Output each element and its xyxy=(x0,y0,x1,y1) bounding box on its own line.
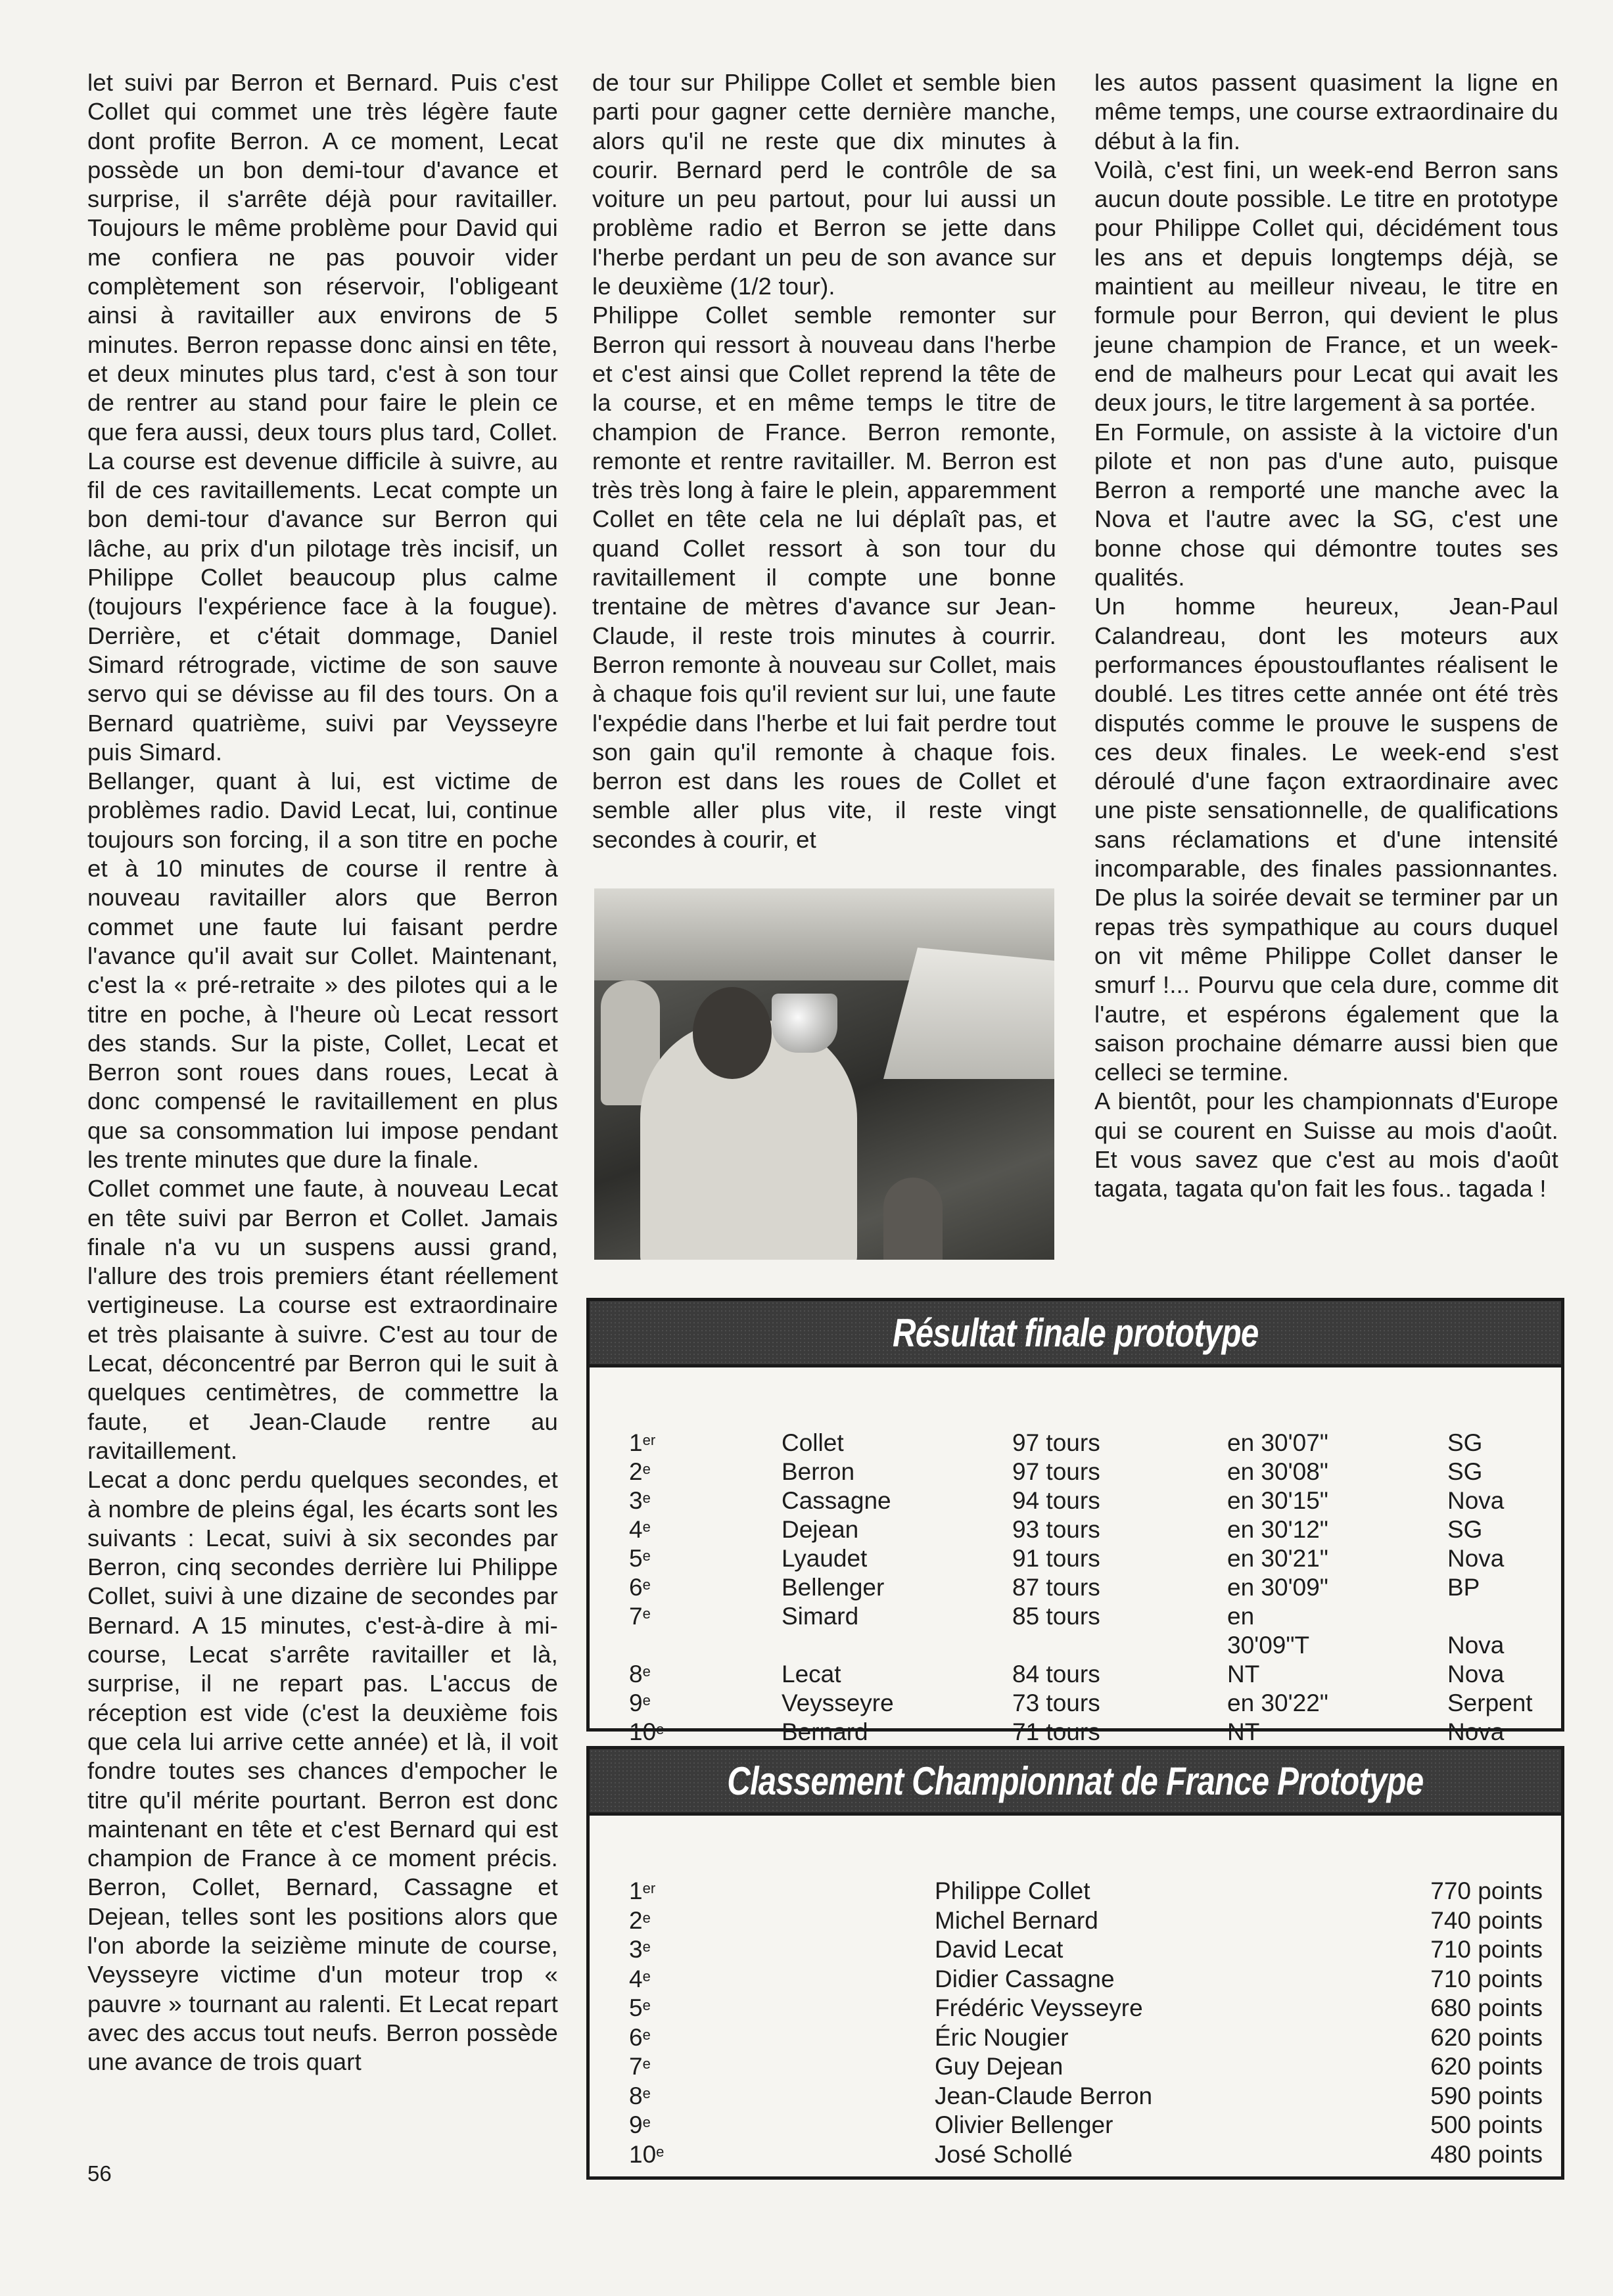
car-make: Nova xyxy=(1447,1487,1505,1514)
table-row xyxy=(590,2111,1561,2140)
rank-number: 9 xyxy=(629,1689,643,1716)
rank xyxy=(629,1660,651,1689)
table-row xyxy=(590,1935,1561,1964)
rank-suffix: e xyxy=(642,1692,651,1709)
rank xyxy=(629,2023,651,2052)
paragraph: Bellanger, quant à lui, est victime de problèmes radio. David Lecat, lui, continue toujours son forcing, il a son titre en poche et à 10 minutes de course il rentre à nouveau ravitailler alors que Berron commet une faute lui faisant perdre l'avance qu'il avait sur Collet. Maintenant, c'est la « pré-retraite » des pilotes qui a le titre en poche, à l'heure où Lecat ressort des stands. Sur la piste, Collet, Lecat et Berron sont roues dans roues, Lecat à donc compensé le ravitaillement en plus que sa consommation lui impose pendant les trente minutes que dure la finale. xyxy=(87,768,558,1173)
driver-name: Bernard xyxy=(782,1718,868,1745)
rank-suffix: e xyxy=(642,2114,651,2130)
lap-count: 93 tours xyxy=(1012,1516,1100,1543)
driver-name: Cassagne xyxy=(782,1487,891,1514)
rank-number: 4 xyxy=(629,1516,643,1543)
driver-name: Simard xyxy=(782,1603,859,1630)
paragraph: Philippe Collet semble remonter sur Berron qui ressort à nouveau dans l'herbe et c'est ainsi que Collet reprend la tête de la course, et en même temps le titre de champion de France. Berron remonte, remonte et rentre ravitailler. M. Berron est très très long à faire le plein, apparemment Collet en tête cela ne lui déplaît pas, et quand Collet ressort à son tour du ravitaillement il compte une bonne trentaine de mètres d'avance sur Jean-Claude, il reste trois minutes à courrir. Berron remonte à nouveau sur Collet, mais à chaque fois qu'il revient sur lui, une faute l'expédie dans l'herbe et lui fait perdre tout son gain qu'il remonte à chaque fois. berron est dans les roues de Collet et semble aller plus vite, il reste vingt secondes à courir, et xyxy=(592,302,1056,853)
race-time: en 30'22" xyxy=(1227,1689,1328,1716)
table-row xyxy=(590,1602,1561,1659)
car-make: Nova xyxy=(1447,1632,1505,1659)
lap-count: 84 tours xyxy=(1012,1661,1100,1688)
car-make: Nova xyxy=(1447,1545,1505,1572)
rank-suffix: e xyxy=(656,1721,665,1737)
page-number: 56 xyxy=(87,2161,112,2186)
rank xyxy=(629,1602,651,1631)
table-row xyxy=(590,2140,1561,2169)
rank xyxy=(629,2052,651,2081)
rank-number: 5 xyxy=(629,1994,643,2021)
final-results-title: Résultat finale prototype xyxy=(892,1310,1259,1355)
race-time: en 30'12" xyxy=(1227,1516,1328,1543)
table-row xyxy=(590,1660,1561,1689)
article-column-1 xyxy=(87,68,558,2077)
paragraph: En Formule, on assiste à la victoire d'un pilote et non pas d'une auto, puisque Berron a remporté une manche avec la Nova et l'autre avec la SG, c'est une bonne chose qui démontre toutes ses qualités. xyxy=(1094,418,1558,591)
paragraph: les autos passent quasiment la ligne en même temps, une course extraordinaire du début à la fin. xyxy=(1094,69,1558,154)
driver-name: José Schollé xyxy=(935,2140,1073,2168)
table-row xyxy=(590,1544,1561,1573)
driver-name: Bellenger xyxy=(782,1574,885,1601)
paragraph: de tour sur Philippe Collet et semble bien parti pour gagner cette dernière manche, alors qu'il ne reste que dix minutes à courir. Bernard perd le contrôle de sa voiture un peu partout, pour lui aussi un problème radio et Berron se jette dans l'herbe perdant un peu de son avance sur le deuxième (1/2 tour). xyxy=(592,69,1056,300)
driver-name: Olivier Bellenger xyxy=(935,2111,1113,2138)
rank-suffix: e xyxy=(642,2084,651,2101)
driver-name: Jean-Claude Berron xyxy=(935,2082,1153,2109)
rank-number: 10 xyxy=(629,2140,657,2168)
rank-number: 6 xyxy=(629,2023,643,2051)
car-make: Serpent xyxy=(1447,1689,1533,1716)
race-time: en 30'09" xyxy=(1227,1574,1328,1601)
rank-suffix: e xyxy=(642,2026,651,2043)
rank-number: 3 xyxy=(629,1936,643,1963)
rank-suffix: e xyxy=(642,1548,651,1564)
rank xyxy=(629,1486,651,1515)
rank-suffix: e xyxy=(642,1997,651,2013)
driver-name: Veysseyre xyxy=(782,1689,894,1716)
rank-number: 8 xyxy=(629,1661,643,1688)
rank-number: 4 xyxy=(629,1965,643,1992)
paragraph: Un homme heureux, Jean-Paul Calandreau, dont les moteurs aux performances époustouflantes réalisent le doublé. Les titres cette année ont été très disputés comme le prouve le suspens de ces deux finales. Le week-end s'est déroulé d'une façon extraordinaire avec une piste sensationnelle, de qualifications sans réclamations et d'une intensité incomparable, des finales passionnantes. De plus la soirée devait se terminer par un repas très sympathique au cours duquel on vit même Philippe Collet danser le smurf !... Pourvu que cela dure, comme dit l'autre, et espérons également que la saison prochaine démarre aussi bien que celleci se termine. xyxy=(1094,593,1558,1086)
rank xyxy=(629,1935,651,1964)
points-total: 740 points xyxy=(1430,1906,1543,1934)
table-row xyxy=(590,1458,1561,1486)
article-column-3 xyxy=(1094,68,1558,1204)
driver-name: David Lecat xyxy=(935,1936,1064,1963)
car-make: BP xyxy=(1447,1574,1480,1601)
rank-suffix: e xyxy=(642,1519,651,1535)
rank-number: 1 xyxy=(629,1877,643,1904)
rank xyxy=(629,1429,655,1458)
points-total: 620 points xyxy=(1430,2023,1543,2051)
championship-standings-header xyxy=(590,1749,1561,1816)
rank xyxy=(629,1573,651,1602)
driver-name: Michel Bernard xyxy=(935,1906,1098,1934)
paragraph: Lecat a donc perdu quelques secondes, et à nombre de pleins égal, les écarts sont les suivants : Lecat, suivi à six secondes par Berron, cinq secondes derrière lui Philippe Collet, suivi à une dizaine de secondes par Bernard. A 15 minutes, c'est-à-dire à mi-course, Lecat s'arrête ravitailler et là, surprise, il ne repart pas. L'accus de réception est vide (c'est la deuxième fois que cela lui arrive cette année) et là, il voit fondre toutes ses chances d'empocher le titre qu'il mérite pourtant. Berron est donc maintenant en tête et c'est Bernard qui est champion de France à ce moment précis. Berron, Collet, Bernard, Cassagne et Dejean, telles sont les positions alors que l'on aborde la seizième minute de course, Veysseyre victime d'un moteur trop « pauvre » tournant au ralenti. Et Lecat repart avec des accus tout neufs. Berron possède une avance de trois quart xyxy=(87,1466,558,2076)
rank xyxy=(629,1906,651,1935)
driver-name: Didier Cassagne xyxy=(935,1965,1115,1992)
car-make: Nova xyxy=(1447,1661,1505,1688)
final-results-table xyxy=(586,1298,1564,1745)
table-row xyxy=(590,1877,1561,1906)
points-total: 590 points xyxy=(1430,2082,1543,2109)
photo-child xyxy=(883,1178,943,1260)
lap-count: 85 tours xyxy=(1012,1603,1100,1630)
rank-suffix: e xyxy=(642,1663,651,1680)
rank xyxy=(629,2140,664,2169)
lap-count: 97 tours xyxy=(1012,1458,1100,1485)
table-row xyxy=(590,1689,1561,1718)
table-row xyxy=(590,2023,1561,2052)
rank-number: 10 xyxy=(629,1718,657,1745)
table-row xyxy=(590,1515,1561,1544)
rank-number: 3 xyxy=(629,1487,643,1514)
rank-suffix: e xyxy=(642,1967,651,1985)
rank-number: 5 xyxy=(629,1545,643,1572)
rank-suffix: er xyxy=(642,1880,656,1896)
driver-name: Collet xyxy=(782,1429,844,1456)
rank-suffix: e xyxy=(642,1490,651,1506)
points-total: 680 points xyxy=(1430,1994,1543,2021)
race-time: en 30'21" xyxy=(1227,1545,1328,1572)
rank xyxy=(629,2082,651,2111)
race-time: NT xyxy=(1227,1661,1260,1688)
table-row xyxy=(590,1718,1561,1747)
rank xyxy=(629,1965,651,1994)
photo-trophy-cup xyxy=(772,994,837,1053)
lap-count: 87 tours xyxy=(1012,1574,1100,1601)
race-time: en 30'07" xyxy=(1227,1429,1328,1456)
rank xyxy=(629,1994,651,2023)
driver-name: Berron xyxy=(782,1458,855,1485)
race-time: en 30'08" xyxy=(1227,1458,1328,1485)
race-photo xyxy=(594,888,1054,1260)
race-time: NT xyxy=(1227,1718,1260,1745)
rank-number: 9 xyxy=(629,2111,643,2138)
table-row xyxy=(590,2052,1561,2081)
photo-man-head xyxy=(693,987,772,1079)
table-row xyxy=(590,1994,1561,2023)
rank-number: 7 xyxy=(629,1603,643,1630)
lap-count: 97 tours xyxy=(1012,1429,1100,1456)
driver-name: Frédéric Veysseyre xyxy=(935,1994,1143,2021)
table-row xyxy=(590,1965,1561,1994)
paragraph: A bientôt, pour les championnats d'Europe qui se courent en Suisse au mois d'août. Et vous savez que c'est au mois d'août tagata, tagata qu'on fait les fous.. tagada ! xyxy=(1094,1088,1558,1203)
table-row xyxy=(590,1906,1561,1935)
rank-suffix: e xyxy=(642,1461,651,1477)
points-total: 480 points xyxy=(1430,2140,1543,2168)
rank-suffix: e xyxy=(656,2143,665,2160)
points-total: 710 points xyxy=(1430,1965,1543,1992)
final-results-header xyxy=(590,1301,1561,1367)
race-time: en xyxy=(1227,1603,1255,1630)
rank-number: 2 xyxy=(629,1906,643,1934)
rank xyxy=(629,1689,651,1718)
driver-name: Dejean xyxy=(782,1516,859,1543)
lap-count: 91 tours xyxy=(1012,1545,1100,1572)
table-row xyxy=(590,1429,1561,1458)
rank-number: 7 xyxy=(629,2053,643,2080)
car-make: SG xyxy=(1447,1458,1483,1485)
car-make: SG xyxy=(1447,1516,1483,1543)
rank-number: 6 xyxy=(629,1574,643,1601)
table-row xyxy=(590,2082,1561,2111)
table-row xyxy=(590,1573,1561,1602)
points-total: 770 points xyxy=(1430,1877,1543,1904)
lap-count: 94 tours xyxy=(1012,1487,1100,1514)
rank-suffix: er xyxy=(642,1432,656,1448)
points-total: 500 points xyxy=(1430,2111,1543,2138)
car-make: Nova xyxy=(1447,1718,1505,1745)
rank xyxy=(629,1544,651,1573)
rank-number: 2 xyxy=(629,1458,643,1485)
race-time-continued: 30'09"T xyxy=(1227,1632,1310,1659)
rank-suffix: e xyxy=(642,1939,651,1955)
paragraph: Voilà, c'est fini, un week-end Berron sans aucun doute possible. Le titre en prototype pour Philippe Collet qui, décidément tous les ans et depuis longtemps déjà, se maintient au meilleur niveau, le titre en formule pour Berron, qui devient le plus jeune champion de France, et un week-end de malheurs pour Lecat qui avait les deux jours, le titre largement à sa portée. xyxy=(1094,156,1558,417)
points-total: 710 points xyxy=(1430,1936,1543,1963)
driver-name: Éric Nougier xyxy=(935,2023,1069,2051)
rank xyxy=(629,1458,651,1486)
rank-suffix: e xyxy=(642,2055,651,2072)
driver-name: Lyaudet xyxy=(782,1545,868,1572)
championship-standings-table xyxy=(586,1746,1564,2180)
lap-count: 71 tours xyxy=(1012,1718,1100,1745)
championship-standings-title: Classement Championnat de France Prototype xyxy=(727,1758,1424,1803)
rank-number: 1 xyxy=(629,1429,643,1456)
lap-count: 73 tours xyxy=(1012,1689,1100,1716)
article-column-2 xyxy=(592,68,1056,854)
paragraph: Collet commet une faute, à nouveau Lecat en tête suivi par Berron et Collet. Jamais finale n'a vu un suspens aussi grand, l'allure des trois premiers étant réellement vertigineuse. La course est extraordinaire et très plaisante à suivre. C'est au tour de Lecat, déconcentré par Berron qui le suit à quelques centimètres, de commettre la faute, et Jean-Claude rentre au ravitaillement. xyxy=(87,1175,558,1464)
rank xyxy=(629,1718,664,1747)
rank xyxy=(629,1515,651,1544)
rank-suffix: e xyxy=(642,1909,651,1926)
rank-number: 8 xyxy=(629,2082,643,2109)
race-time: en 30'15" xyxy=(1227,1487,1328,1514)
rank-suffix: e xyxy=(642,1605,651,1622)
points-total: 620 points xyxy=(1430,2053,1543,2080)
car-make: SG xyxy=(1447,1429,1483,1456)
paragraph: let suivi par Berron et Bernard. Puis c'est Collet qui commet une très légère faute dont profite Berron. A ce moment, Lecat possède un bon demi-tour d'avance et surprise, il s'arrête déjà pour ravitailler. Toujours le même problème pour David qui me confiera ne pas pouvoir vider complètement son réservoir, l'obligeant ainsi à ravitailler aux environs de 5 minutes. Berron repasse donc ainsi en tête, et deux minutes plus tard, c'est à son tour de rentrer au stand pour faire le plein ce que fera aussi, deux tours plus tard, Collet. La course est devenue difficile à suivre, au fil de ces ravitaillements. Lecat compte un bon demi-tour d'avance sur Berron qui lâche, au prix d'un pilotage très incisif, un Philippe Collet beaucoup plus calme (toujours l'expérience face à la fougue). Derrière, et c'était dommage, Daniel Simard rétrograde, victime de son sauve servo qui se dévisse au fil des tours. On a Bernard quatrième, suivi par Veysseyre puis Simard. xyxy=(87,69,558,766)
driver-name: Philippe Collet xyxy=(935,1877,1090,1904)
driver-name: Lecat xyxy=(782,1661,841,1688)
driver-name: Guy Dejean xyxy=(935,2053,1064,2080)
rank-suffix: e xyxy=(642,1576,651,1593)
rank xyxy=(629,2111,651,2140)
table-row xyxy=(590,1486,1561,1515)
rank xyxy=(629,1877,655,1906)
